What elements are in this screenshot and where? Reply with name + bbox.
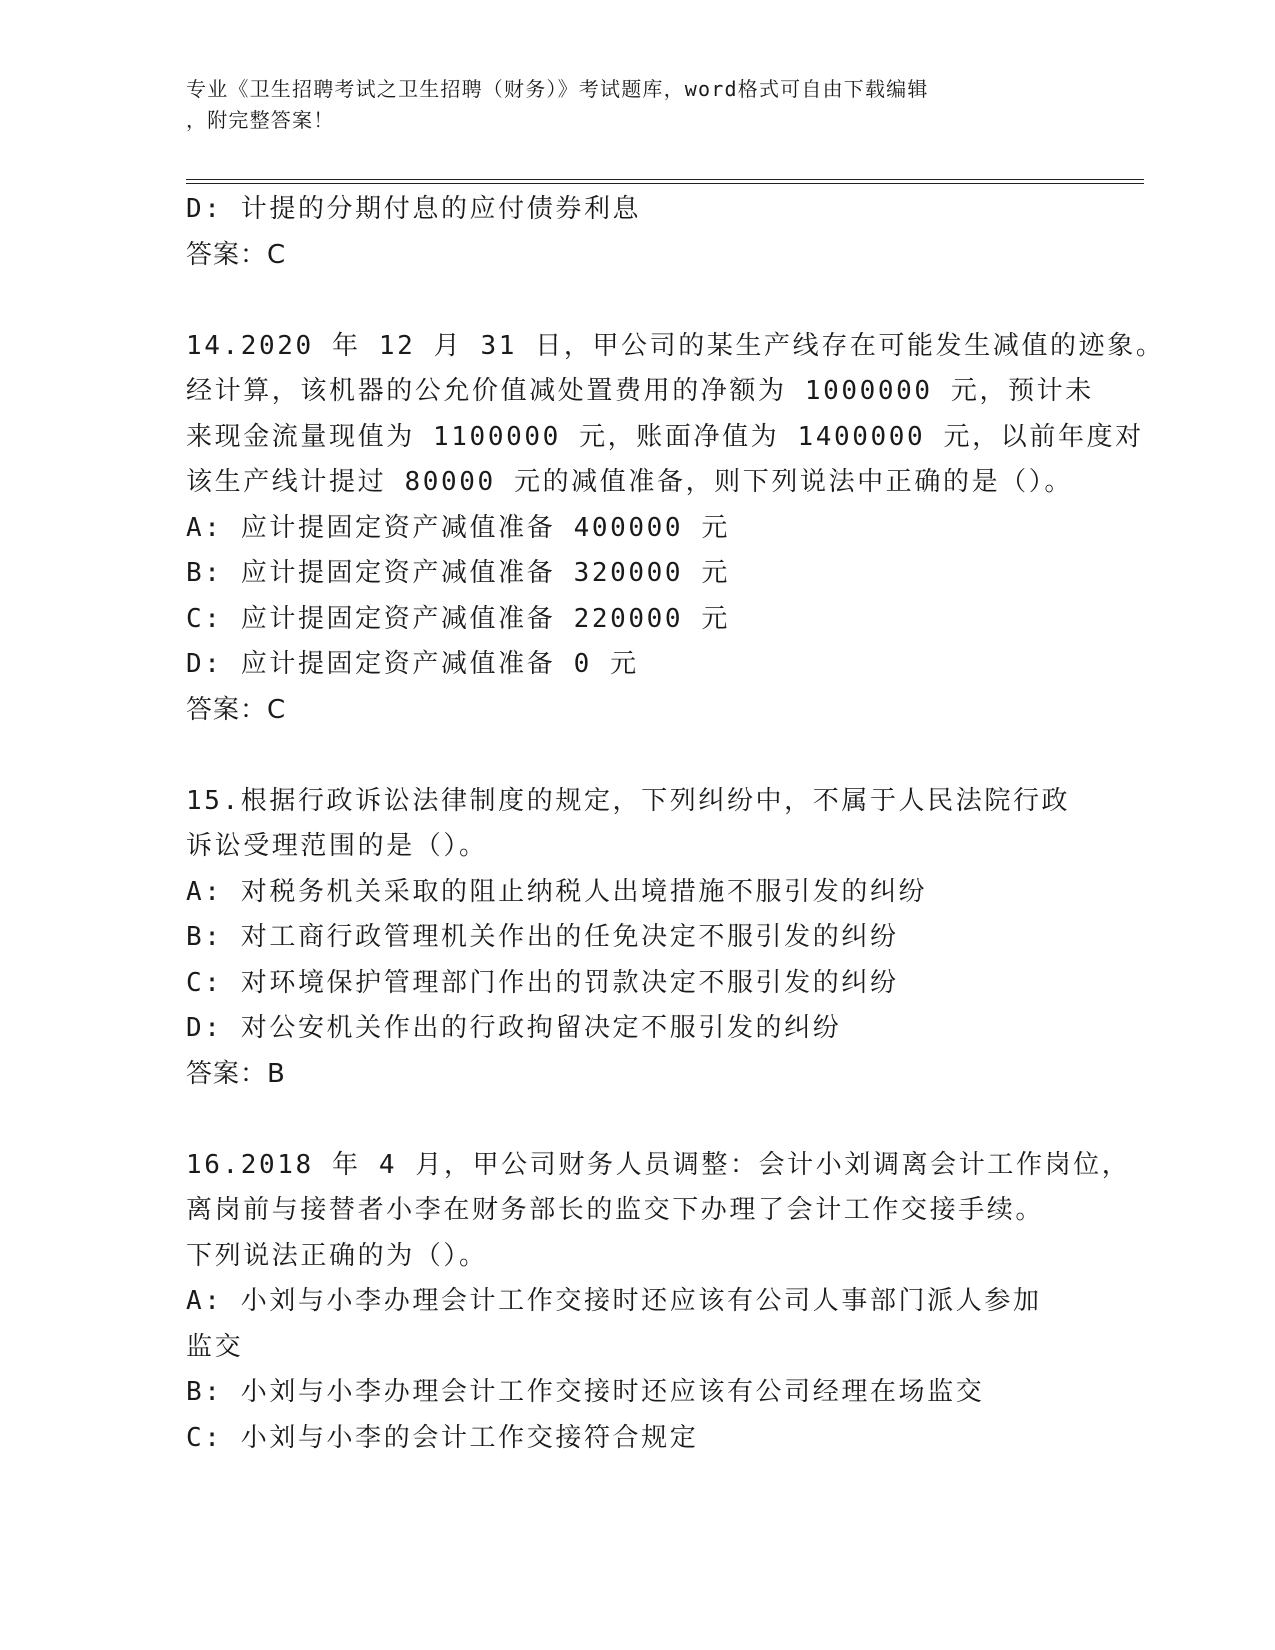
q13-option-d: D: 计提的分期付息的应付债券利息 — [186, 194, 642, 224]
q13-answer: 答案：C — [186, 239, 287, 270]
q15-option-c: C: 对环境保护管理部门作出的罚款决定不服引发的纠纷 — [186, 967, 899, 998]
document-body — [186, 187, 1165, 1461]
q14-stem-line-1: 14.2020 年 12 月 31 日，甲公司的某生产线存在可能发生减值的迹象。 — [186, 330, 1165, 361]
q16-option-a: A: 小刘与小李办理会计工作交接时还应该有公司人事部门派人参加监交 — [186, 1286, 1042, 1362]
q15-option-b: B: 对工商行政管理机关作出的任免决定不服引发的纠纷 — [186, 922, 899, 952]
q14-stem-line-4: 该生产线计提过 80000 元的减值准备，则下列说法中正确的是（）。 — [186, 467, 1073, 497]
q16-option-b: B: 小刘与小李办理会计工作交接时还应该有公司经理在场监交 — [186, 1377, 985, 1407]
q14-option-d: D: 应计提固定资产减值准备 0 元 — [186, 649, 639, 679]
question-14 — [186, 324, 1165, 734]
q14-stem-line-3: 来现金流量现值为 1100000 元，账面净值为 1400000 元，以前年度对 — [186, 421, 1144, 452]
q16-stem-line-3: 下列说法正确的为（）。 — [186, 1240, 488, 1271]
q15-stem-line-1: 15.根据行政诉讼法律制度的规定，下列纠纷中，不属于人民法院行政 — [186, 785, 1071, 816]
header-line-1: 专业《卫生招聘考试之卫生招聘（财务）》考试题库，word格式可自由下载编辑 — [186, 77, 929, 101]
q14-answer: 答案：C — [186, 694, 287, 725]
q14-option-b: B: 应计提固定资产减值准备 320000 元 — [186, 558, 730, 588]
header-rule-bottom — [186, 183, 1144, 184]
spacer — [186, 733, 1066, 779]
q16-stem-line-2: 离岗前与接替者小李在财务部长的监交下办理了会计工作交接手续。 — [186, 1195, 1045, 1225]
q15-answer: 答案：B — [186, 1058, 286, 1089]
q16-stem-line-1: 16.2018 年 4 月，甲公司财务人员调整：会计小刘调离会计工作岗位， — [186, 1149, 1131, 1180]
q15-option-a: A: 对税务机关采取的阻止纳税人出境措施不服引发的纠纷 — [186, 876, 928, 907]
spacer — [186, 1097, 1066, 1143]
spacer — [186, 278, 1066, 324]
document-header — [186, 74, 1066, 136]
q14-option-c: C: 应计提固定资产减值准备 220000 元 — [186, 603, 730, 634]
question-15 — [186, 779, 1071, 1098]
q14-option-a: A: 应计提固定资产减值准备 400000 元 — [186, 512, 730, 543]
header-line-2: ，附完整答案！ — [186, 108, 335, 132]
q15-stem-line-2: 诉讼受理范围的是（）。 — [186, 831, 488, 861]
q14-stem-line-2: 经计算，该机器的公允价值减处置费用的净额为 1000000 元，预计未 — [186, 376, 1094, 406]
header-rule-top — [186, 179, 1144, 180]
question-16 — [186, 1143, 1131, 1462]
q16-option-c: C: 小刘与小李的会计工作交接符合规定 — [186, 1422, 699, 1453]
q15-option-d: D: 对公安机关作出的行政拘留决定不服引发的纠纷 — [186, 1013, 842, 1043]
